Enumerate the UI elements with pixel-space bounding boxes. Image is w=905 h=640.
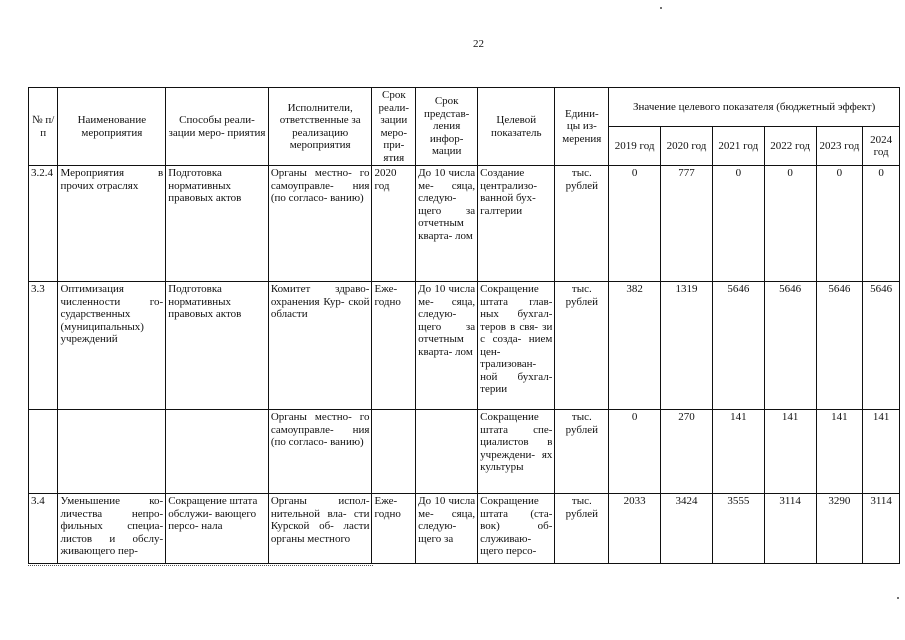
row-value: 0 [816, 166, 863, 282]
row-methods: Подготовка нормативных правовых актов [166, 282, 269, 410]
row-value: 141 [764, 410, 816, 494]
row-value: 270 [661, 410, 713, 494]
header-target: Целевой показатель [478, 88, 555, 166]
row-name: Мероприятия в прочих отраслях [58, 166, 166, 282]
row-executors: Комитет здраво- охранения Кур- ской области [268, 282, 372, 410]
row-value: 1319 [661, 282, 713, 410]
row-num [29, 410, 58, 494]
row-report [416, 410, 478, 494]
row-value: 2033 [609, 494, 661, 564]
row-value: 141 [863, 410, 900, 494]
row-deadline: Еже- годно [372, 282, 416, 410]
row-value: 3290 [816, 494, 863, 564]
row-value: 0 [863, 166, 900, 282]
row-name-text: Уменьшение ко- личества непро- фильных специа- листов и обслу- живающего пер- [60, 495, 164, 557]
row-target: Создание централизо- ванной бух- галтерии [478, 166, 555, 282]
header-year: 2023 год [816, 127, 863, 166]
header-year: 2024 год [863, 127, 900, 166]
row-value: 0 [764, 166, 816, 282]
row-num: 3.3 [29, 282, 58, 410]
header-num: № п/п [29, 88, 58, 166]
row-value: 0 [712, 166, 764, 282]
row-name [58, 494, 166, 564]
row-report: До 10 числа ме- сяца, следую- щего за отчетным кварта- лом [416, 166, 478, 282]
row-value: 3555 [712, 494, 764, 564]
header-units: Едини- цы из- мерения [555, 88, 609, 166]
row-deadline [372, 410, 416, 494]
table-row [29, 166, 900, 282]
measures-table [28, 87, 900, 564]
header-row [29, 88, 900, 127]
row-value: 382 [609, 282, 661, 410]
row-num: 3.4 [29, 494, 58, 564]
row-report-text: До 10 числа ме- сяца, следую- щего за [418, 495, 476, 545]
header-year: 2021 год [712, 127, 764, 166]
row-value: 5646 [764, 282, 816, 410]
header-deadline: Срок реали- зации меро- при- ятия [372, 88, 416, 166]
table-row [29, 282, 900, 410]
row-units: тыс. рублей [555, 166, 609, 282]
row-executors: Органы местно- го самоуправле- ния (по согласо- ванию) [268, 410, 372, 494]
page-cut-line [28, 565, 373, 566]
header-year: 2020 год [661, 127, 713, 166]
row-executors: Органы местно- го самоуправле- ния (по согласо- ванию) [268, 166, 372, 282]
row-name: Оптимизация численности го- сударственных (муниципальных) учреждений [58, 282, 166, 410]
row-value: 3424 [661, 494, 713, 564]
row-deadline: Еже- годно [372, 494, 416, 564]
scan-speck [897, 597, 899, 599]
header-report: Срок представ- ления инфор- мации [416, 88, 478, 166]
row-value: 0 [609, 410, 661, 494]
row-units: тыс. рублей [555, 282, 609, 410]
row-target [478, 494, 555, 564]
row-name [58, 410, 166, 494]
row-target: Сокращение штата спе- циалистов в учреждени- ях культуры [478, 410, 555, 494]
row-num: 3.2.4 [29, 166, 58, 282]
header-name: Наименование мероприятия [58, 88, 166, 166]
row-target: Сокращение штата глав- ных бухгал- теров в свя- зи с созда- нием цен- трализован- ной бухгал- терии [478, 282, 555, 410]
row-deadline: 2020 год [372, 166, 416, 282]
row-value: 5646 [816, 282, 863, 410]
row-value: 777 [661, 166, 713, 282]
row-units: тыс. рублей [555, 494, 609, 564]
table-row [29, 410, 900, 494]
row-report [416, 494, 478, 564]
row-value: 3114 [764, 494, 816, 564]
row-report: До 10 числа ме- сяца, следую- щего за отчетным кварта- лом [416, 282, 478, 410]
table-row [29, 494, 900, 564]
header-executors: Исполнители, ответственные за реализацию мероприятия [268, 88, 372, 166]
row-value: 0 [609, 166, 661, 282]
row-target-text: Сокращение штата (ста- вок) об- служиваю- щего персо- [480, 495, 553, 557]
header-value-group: Значение целевого показателя (бюджетный эффект) [609, 88, 900, 127]
header-year: 2019 год [609, 127, 661, 166]
scan-speck [660, 7, 662, 9]
row-executors-text: Органы испол- нительной вла- сти Курской об- ласти органы местного [270, 495, 370, 545]
row-value: 5646 [863, 282, 900, 410]
row-methods: Подготовка нормативных правовых актов [166, 166, 269, 282]
row-value: 3114 [863, 494, 900, 564]
header-methods: Способы реали- зации меро- приятия [166, 88, 269, 166]
row-executors [268, 494, 372, 564]
row-value: 141 [816, 410, 863, 494]
row-units: тыс. рублей [555, 410, 609, 494]
row-value: 5646 [712, 282, 764, 410]
row-methods: Сокращение штата обслужи- вающего персо- нала [166, 494, 269, 564]
row-value: 141 [712, 410, 764, 494]
row-methods [166, 410, 269, 494]
page-number: 22 [473, 38, 484, 50]
header-year: 2022 год [764, 127, 816, 166]
